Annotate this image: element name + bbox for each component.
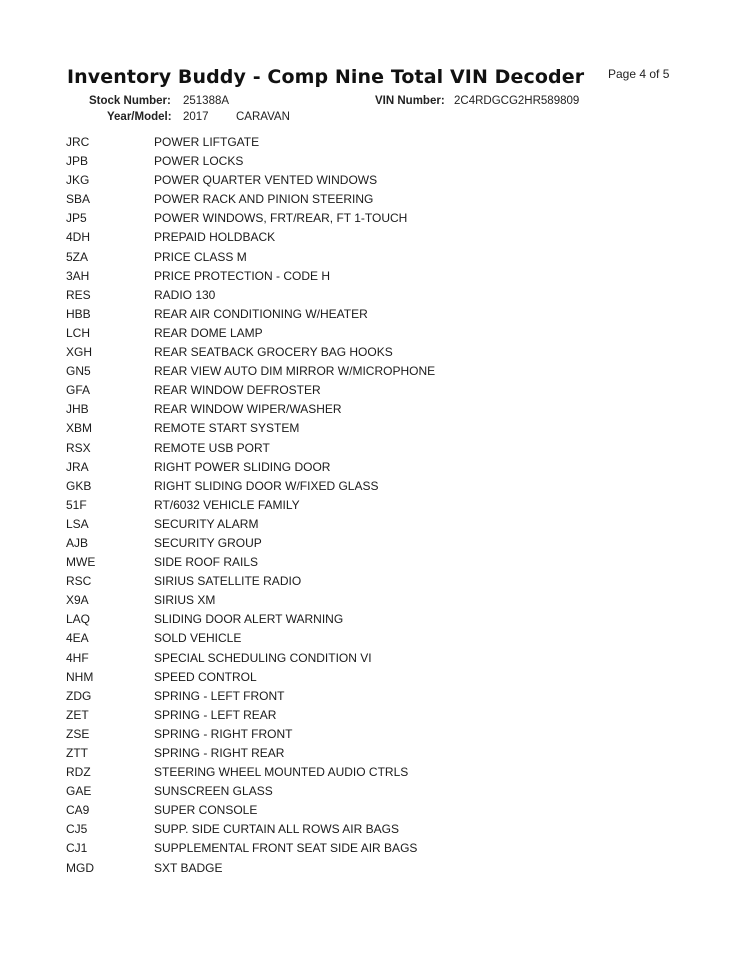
- option-code: HBB: [66, 306, 91, 321]
- option-row: [0, 190, 742, 209]
- option-description: POWER QUARTER VENTED WINDOWS: [154, 173, 378, 188]
- option-row: [0, 725, 742, 744]
- option-row: [0, 286, 742, 305]
- option-description: POWER RACK AND PINION STEERING: [154, 192, 374, 207]
- option-code: GFA: [66, 383, 91, 398]
- option-code: JRA: [66, 459, 89, 474]
- option-code: CJ5: [66, 822, 88, 837]
- option-description: RIGHT POWER SLIDING DOOR: [154, 459, 331, 474]
- option-code: JRC: [66, 135, 90, 149]
- option-row: [0, 553, 742, 572]
- stock-number-label: Stock Number:: [89, 95, 171, 107]
- option-row: [0, 572, 742, 591]
- option-code: NHM: [66, 669, 94, 684]
- option-code: CJ1: [66, 841, 88, 856]
- option-code: ZET: [66, 707, 89, 722]
- option-code: LSA: [66, 516, 89, 531]
- option-code: ZTT: [66, 746, 88, 760]
- option-description: PRICE PROTECTION - CODE H: [154, 268, 331, 283]
- vin-number-value: 2C4RDGCG2HR589809: [454, 95, 580, 107]
- option-code: MGD: [66, 860, 94, 875]
- option-code: MWE: [66, 555, 96, 570]
- option-code: AJB: [66, 535, 89, 550]
- option-description: REAR SEATBACK GROCERY BAG HOOKS: [154, 345, 393, 360]
- vin-number-label: VIN Number:: [375, 95, 445, 107]
- option-code: JPB: [66, 154, 89, 169]
- option-code: RSC: [66, 574, 92, 589]
- option-code: RDZ: [66, 765, 91, 780]
- page-number: Page 4 of 5: [608, 67, 670, 81]
- option-description: SXT BADGE: [154, 860, 223, 875]
- option-description: SUPER CONSOLE: [154, 803, 258, 818]
- option-description: SUPP. SIDE CURTAIN ALL ROWS AIR BAGS: [154, 822, 399, 837]
- option-row: [0, 458, 742, 477]
- option-row: [0, 248, 742, 267]
- option-row: [0, 381, 742, 400]
- option-code: SBA: [66, 192, 91, 207]
- option-code: ZDG: [66, 688, 92, 703]
- option-code: CA9: [66, 803, 90, 818]
- year-model-label: Year/Model:: [107, 111, 172, 123]
- option-description: RT/6032 VEHICLE FAMILY: [154, 497, 300, 512]
- option-row: [0, 687, 742, 706]
- model-value: CARAVAN: [236, 111, 290, 123]
- option-description: RADIO 130: [154, 287, 216, 302]
- option-code: LAQ: [66, 612, 91, 627]
- option-code: GN5: [66, 364, 91, 379]
- option-row: [0, 706, 742, 725]
- option-row: [0, 267, 742, 286]
- option-description: REAR DOME LAMP: [154, 325, 263, 340]
- stock-number-value: 251388A: [183, 95, 230, 107]
- option-description: SLIDING DOOR ALERT WARNING: [154, 612, 344, 627]
- option-description: STEERING WHEEL MOUNTED AUDIO CTRLS: [154, 765, 409, 780]
- option-row: [0, 839, 742, 858]
- option-row: [0, 782, 742, 801]
- option-description: SUPPLEMENTAL FRONT SEAT SIDE AIR BAGS: [154, 841, 418, 856]
- option-code-list: [0, 133, 742, 878]
- option-code: GAE: [66, 784, 92, 799]
- option-row: [0, 133, 742, 152]
- option-code: XBM: [66, 421, 93, 436]
- option-description: POWER LIFTGATE: [154, 135, 260, 149]
- option-description: REAR VIEW AUTO DIM MIRROR W/MICROPHONE: [154, 364, 436, 379]
- option-row: [0, 629, 742, 648]
- option-description: SPECIAL SCHEDULING CONDITION VI: [154, 650, 372, 665]
- option-row: [0, 610, 742, 629]
- option-code: GKB: [66, 478, 92, 493]
- option-description: RIGHT SLIDING DOOR W/FIXED GLASS: [154, 478, 379, 493]
- page-title: Inventory Buddy - Comp Nine Total VIN Decoder: [67, 66, 585, 88]
- option-row: [0, 419, 742, 438]
- option-description: SECURITY GROUP: [154, 535, 262, 550]
- option-row: [0, 649, 742, 668]
- option-code: 5ZA: [66, 249, 89, 264]
- option-code: 3AH: [66, 268, 90, 283]
- option-code: 4HF: [66, 650, 89, 665]
- option-row: [0, 362, 742, 381]
- option-row: [0, 171, 742, 190]
- option-row: [0, 668, 742, 687]
- option-code: JP5: [66, 211, 87, 226]
- option-description: REMOTE USB PORT: [154, 440, 270, 455]
- option-row: [0, 343, 742, 362]
- option-code: LCH: [66, 325, 91, 340]
- option-description: SIRIUS XM: [154, 593, 216, 608]
- option-code: RES: [66, 287, 91, 302]
- option-row: [0, 228, 742, 247]
- option-row: [0, 820, 742, 839]
- option-description: REAR WINDOW DEFROSTER: [154, 383, 321, 398]
- option-description: SOLD VEHICLE: [154, 631, 242, 646]
- option-row: [0, 763, 742, 782]
- option-description: REMOTE START SYSTEM: [154, 421, 300, 436]
- option-description: SIRIUS SATELLITE RADIO: [154, 574, 302, 589]
- option-description: SPRING - LEFT FRONT: [154, 688, 285, 703]
- option-description: POWER WINDOWS, FRT/REAR, FT 1-TOUCH: [154, 211, 408, 226]
- option-row: [0, 439, 742, 458]
- option-code: RSX: [66, 440, 91, 455]
- option-row: [0, 859, 742, 878]
- year-value: 2017: [183, 111, 209, 123]
- option-description: SPRING - RIGHT REAR: [154, 746, 285, 760]
- option-code: JHB: [66, 402, 89, 417]
- option-row: [0, 209, 742, 228]
- option-row: [0, 744, 742, 763]
- option-row: [0, 515, 742, 534]
- option-row: [0, 305, 742, 324]
- option-description: SIDE ROOF RAILS: [154, 555, 259, 570]
- option-code: 51F: [66, 497, 87, 512]
- option-code: XGH: [66, 345, 93, 360]
- option-description: SUNSCREEN GLASS: [154, 784, 273, 799]
- option-description: SECURITY ALARM: [154, 516, 259, 531]
- option-code: 4EA: [66, 631, 89, 646]
- option-description: SPEED CONTROL: [154, 669, 257, 684]
- option-code: JKG: [66, 173, 90, 188]
- option-code: ZSE: [66, 726, 90, 741]
- option-code: X9A: [66, 593, 89, 608]
- option-description: REAR AIR CONDITIONING W/HEATER: [154, 306, 368, 321]
- option-row: [0, 324, 742, 343]
- option-row: [0, 152, 742, 171]
- option-row: [0, 496, 742, 515]
- option-description: SPRING - RIGHT FRONT: [154, 726, 293, 741]
- option-code: 4DH: [66, 230, 91, 245]
- option-description: REAR WINDOW WIPER/WASHER: [154, 402, 342, 417]
- option-row: [0, 400, 742, 419]
- option-description: PREPAID HOLDBACK: [154, 230, 276, 245]
- option-row: [0, 801, 742, 820]
- option-row: [0, 591, 742, 610]
- option-description: POWER LOCKS: [154, 154, 244, 169]
- option-row: [0, 534, 742, 553]
- option-description: SPRING - LEFT REAR: [154, 707, 277, 722]
- option-description: PRICE CLASS M: [154, 249, 247, 264]
- option-row: [0, 477, 742, 496]
